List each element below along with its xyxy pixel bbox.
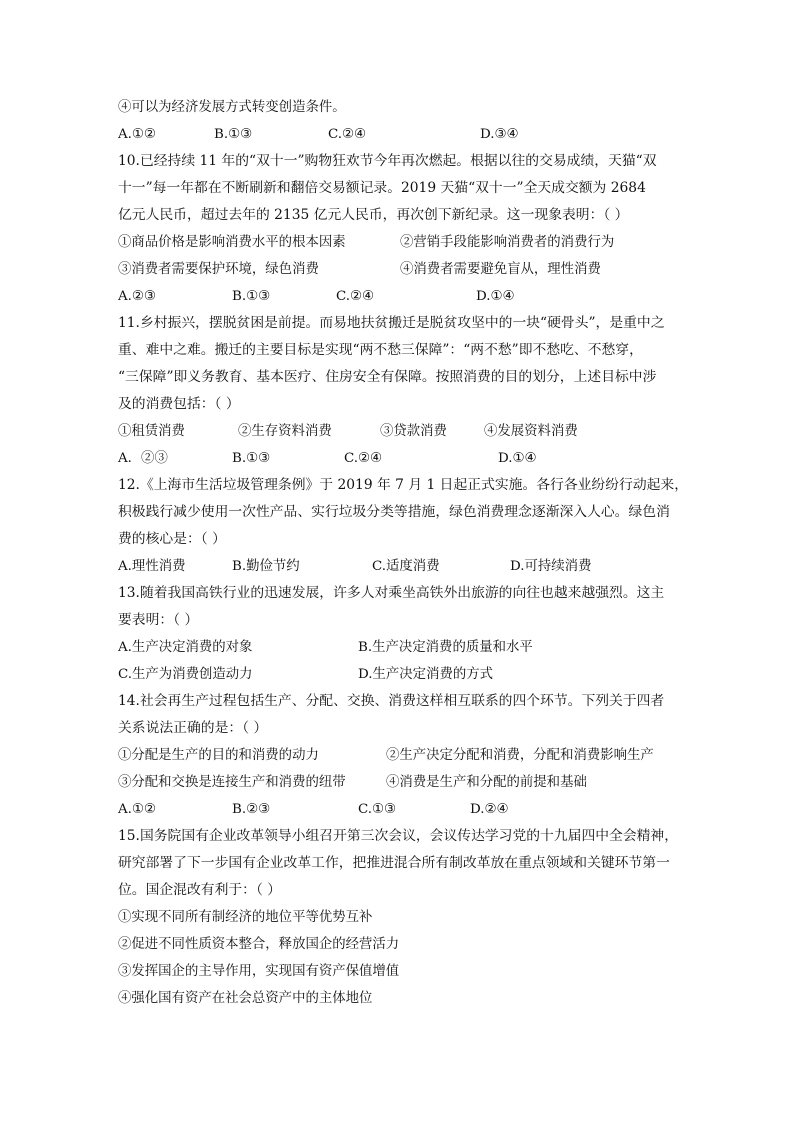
exam-page	[118, 94, 689, 1012]
q13-stem-line: 13.随着我国高铁行业的迅速发展，许多人对乘坐高铁外出旅游的向往也越来越强烈。这主	[118, 585, 665, 601]
q10-item-2: ②营销手段能影响消费者的消费行为	[400, 235, 615, 250]
q14-options	[118, 796, 678, 823]
q11-option-b[interactable]: B.①③	[232, 451, 271, 466]
q9-option-b[interactable]: B.①③	[214, 127, 253, 142]
q14-option-d[interactable]: D.②④	[470, 802, 509, 817]
q13-option-c[interactable]: C.生产为消费创造动力	[118, 667, 253, 682]
q13-options-row	[118, 634, 678, 661]
q12-option-a[interactable]: A.理性消费	[118, 559, 186, 574]
q11-stem-line: 及的消费包括：（ ）	[118, 396, 240, 412]
q9-option-c[interactable]: C.②④	[328, 127, 367, 142]
q10-stem-line: 10.已经持续 11 年的“双十一”购物狂欢节今年再次燃起。根据以往的交易成绩，天猫“双	[118, 153, 657, 169]
q9-option-d[interactable]: D.③④	[480, 127, 519, 142]
q11-item-2: ②生存资料消费	[238, 424, 332, 439]
q14-stem-line: 关系说法正确的是：（ ）	[118, 720, 268, 736]
q13-option-b[interactable]: B.生产决定消费的质量和水平	[358, 640, 533, 655]
q14-item-1: ①分配是生产的目的和消费的动力	[118, 748, 319, 763]
q11-stem-line: 11.乡村振兴，摆脱贫困是前提。而易地扶贫搬迁是脱贫攻坚中的一块“硬骨头”，是重中之	[118, 315, 665, 331]
q10-items-row	[118, 229, 678, 256]
q11-stem-line: “三保障”即义务教育、基本医疗、住房安全有保障。按照消费的目的划分，上述目标中涉	[118, 369, 657, 385]
q15-stem-line: 15.国务院国有企业改革领导小组召开第三次会议，会议传达学习党的十九届四中全会精神，	[118, 828, 679, 844]
q10-option-b[interactable]: B.①③	[232, 289, 271, 304]
q11-option-a[interactable]: A．②③	[118, 451, 168, 466]
q12-option-c[interactable]: C.适度消费	[372, 559, 440, 574]
q13-option-d[interactable]: D.生产决定消费的方式	[358, 667, 494, 682]
q12-options	[118, 553, 678, 580]
q10-items-row	[118, 256, 678, 283]
q15-item-4: ④强化国有资产在社会总资产中的主体地位	[118, 991, 373, 1006]
q10-item-1: ①商品价格是影响消费水平的根本因素	[118, 235, 346, 250]
q15-stem-line: 研究部署了下一步国有企业改革工作，把推进混合所有制改革放在重点领域和关键环节第一	[118, 855, 670, 871]
q14-items-row	[118, 769, 678, 796]
q14-item-2: ②生产决定分配和消费，分配和消费影响生产	[386, 748, 654, 763]
q12-stem-line: 12.《上海市生活垃圾管理条例》于 2019 年 7 月 1 日起正式实施。各行各业纷纷行动起来，	[118, 477, 689, 493]
q10-options	[118, 283, 678, 310]
q11-options	[118, 445, 678, 472]
q10-stem-line: 十一”每一年都在不断刷新和翻倍交易额记录。2019 天猫“双十一”全天成交额为 2684	[118, 180, 646, 196]
q15-item-3: ③发挥国企的主导作用，实现国有资产保值增值	[118, 964, 400, 979]
q15-item-2: ②促进不同性质资本整合，释放国企的经营活力	[118, 937, 400, 952]
question-12	[118, 472, 689, 553]
q12-option-d[interactable]: D.可持续消费	[510, 559, 592, 574]
q9-option-a[interactable]: A.①②	[118, 127, 156, 142]
q12-stem-line: 积极践行减少使用一次性产品、实行垃圾分类等措施，绿色消费理念逐渐深入人心。绿色消	[118, 504, 670, 520]
q10-option-a[interactable]: A.②③	[118, 289, 156, 304]
q9-options	[118, 121, 678, 148]
q13-option-a[interactable]: A.生产决定消费的对象	[118, 640, 253, 655]
q13-stem-line: 要表明：（ ）	[118, 612, 199, 628]
question-15	[118, 823, 678, 904]
q14-option-b[interactable]: B.②③	[232, 802, 271, 817]
q11-stem-line: 重、难中之难。搬迁的主要目标是实现“两不愁三保障”：“两不愁”即不愁吃、不愁穿，	[118, 342, 643, 358]
q14-option-a[interactable]: A.①②	[118, 802, 156, 817]
q10-stem-line: 亿元人民币，超过去年的 2135 亿元人民币，再次创下新纪录。这一现象表明：（ ）	[118, 207, 629, 223]
question-13	[118, 580, 678, 634]
q15-stem-line: 位。国企混改有利于：（ ）	[118, 882, 282, 898]
q11-item-4: ④发展资料消费	[484, 424, 578, 439]
q10-option-c[interactable]: C.②④	[336, 289, 375, 304]
q11-option-d[interactable]: D.①④	[498, 451, 537, 466]
q14-items-row	[118, 742, 678, 769]
q9-item-4: ④可以为经济发展方式转变创造条件。	[118, 100, 346, 115]
q13-options-row	[118, 661, 678, 688]
q10-item-4: ④消费者需要避免盲从，理性消费	[400, 262, 601, 277]
question-11	[118, 310, 678, 418]
q11-item-1: ①租赁消费	[118, 424, 185, 439]
q11-items-row	[118, 418, 678, 445]
q10-item-3: ③消费者需要保护环境，绿色消费	[118, 262, 319, 277]
question-10	[118, 148, 678, 229]
question-14	[118, 688, 678, 742]
q14-item-3: ③分配和交换是连接生产和消费的纽带	[118, 775, 346, 790]
q14-item-4: ④消费是生产和分配的前提和基础	[386, 775, 587, 790]
q12-stem-line: 费的核心是：（ ）	[118, 531, 226, 547]
q15-item-1: ①实现不同所有制经济的地位平等优势互补	[118, 910, 373, 925]
q12-option-b[interactable]: B.勤俭节约	[232, 559, 300, 574]
q14-stem-line: 14.社会再生产过程包括生产、分配、交换、消费这样相互联系的四个环节。下列关于四者	[118, 693, 665, 709]
q11-item-3: ③贷款消费	[380, 424, 447, 439]
q14-option-c[interactable]: C.①③	[358, 802, 397, 817]
q10-option-d[interactable]: D.①④	[476, 289, 515, 304]
q11-option-c[interactable]: C.②④	[344, 451, 383, 466]
